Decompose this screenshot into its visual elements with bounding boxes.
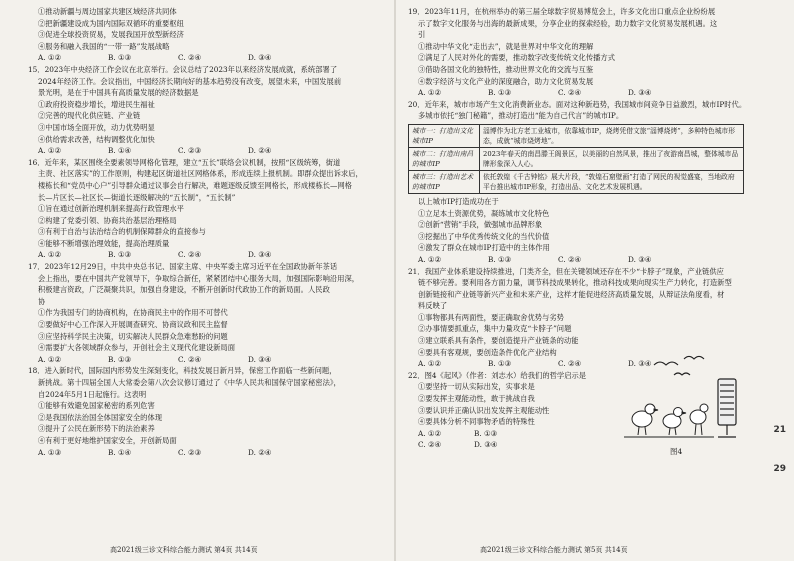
city-ip-table bbox=[408, 124, 744, 194]
question-stem: 20．近年来，城市市场产生文化消费新业态。面对这种新趋势，我国城市间竞争日益激烈，城市IP时代。 bbox=[408, 99, 747, 109]
option-d[interactable]: D. ③④ bbox=[248, 250, 272, 260]
option-a[interactable]: A. ①③ bbox=[38, 447, 61, 457]
question-stem: 楼栋长和“党员中心户”引导群众通过议事会自行解决，难题逐级反馈至网格长，形成楼栋长—网格 bbox=[38, 180, 352, 190]
question-item: ②完善的现代化供应链、产业链 bbox=[38, 111, 141, 121]
option-c[interactable]: C. ②③ bbox=[178, 447, 202, 457]
question-item: ③提升了公民在新形势下的法治素养 bbox=[38, 424, 155, 434]
prev-item: ②把新疆建设成为国内国际双循环的重要枢纽 bbox=[38, 18, 184, 28]
question-20 bbox=[408, 99, 764, 266]
question-17 bbox=[28, 261, 386, 365]
question-stem: 协 bbox=[38, 296, 46, 306]
question-stem: 自2024年5月1日起施行。这表明 bbox=[38, 389, 147, 399]
question-item: ②办事情要抓重点，集中力量攻克“卡脖子”问题 bbox=[418, 324, 572, 334]
question-item: ④需要扩大各领域群众参与，开创社会主义现代化建设新局面 bbox=[38, 343, 236, 353]
table-cell-heading: 城市三：打造出艺术的城市IP bbox=[409, 170, 480, 193]
option-a[interactable]: A. ①② bbox=[418, 254, 441, 264]
option-c[interactable]: C. ②④ bbox=[178, 250, 202, 260]
option-d[interactable]: D. ③④ bbox=[628, 88, 652, 98]
option-b[interactable]: B. ①④ bbox=[108, 146, 132, 156]
table-cell-body: 淄博作为北方老工业城市，依靠城市IP，烧烤凭借文旅“淄博烧烤”，多种特色城市形态，成就“城市烧烤地”。 bbox=[480, 124, 744, 147]
question-stem: 主责、社区落实”的工作原则，构建起区街道社区网格体系，形成连续上报机制。即群众提出诉求后， bbox=[38, 169, 363, 179]
question-stem: 链不够完善。要利用各方面力量，调节科技成果转化，推动科技成果向现实生产力转化，打造新型 bbox=[418, 278, 732, 288]
question-stem: 新挑战。第十四届全国人大常委会第八次会议修订通过了《中华人民共和国保守国家秘密法》， bbox=[38, 378, 341, 387]
question-options bbox=[28, 249, 386, 261]
question-stem: 22．图4《起风》（作者：刘志水）给我们的哲学启示是 bbox=[408, 370, 587, 380]
question-options bbox=[408, 254, 764, 266]
question-stem: 长—片区长—社区长—街道长逐级解决的“五长制”，“五长制” bbox=[38, 192, 236, 202]
question-item: ①旨在通过创新治理机制来提高行政管理水平 bbox=[38, 204, 184, 214]
question-item: ④有利于更好地维护国家安全，开创新局面 bbox=[38, 435, 177, 445]
option-a[interactable]: A. ①② bbox=[38, 250, 61, 260]
table-row bbox=[409, 170, 744, 193]
question-stem: 示了数字文化服务与出海的最新成果，分享企业的探索经验，助力数字文化贸易发展机遇。这 bbox=[418, 18, 718, 28]
question-item: ④要具体分析不同事物矛盾的特殊性 bbox=[418, 417, 535, 427]
question-stem: 景光明，是在于中国具有高质量发展的经济数据是 bbox=[38, 88, 199, 98]
option-d[interactable]: D. ②④ bbox=[248, 146, 272, 156]
prev-options bbox=[28, 52, 386, 64]
option-a[interactable]: A. ①② bbox=[418, 428, 441, 438]
question-stem: 料反映了 bbox=[418, 301, 448, 311]
option-c[interactable]: C. ②③ bbox=[178, 146, 202, 156]
option-a[interactable]: A. ①② bbox=[38, 354, 61, 364]
question-options bbox=[28, 354, 386, 366]
page-5 bbox=[398, 4, 770, 557]
question-options bbox=[28, 447, 386, 459]
question-19 bbox=[408, 6, 764, 99]
question-item: ①政府投资稳步增长，增进民生福祉 bbox=[38, 99, 155, 109]
question-item: ①要坚持一切从实际出发，实事求是 bbox=[418, 382, 535, 392]
question-item: ①作为我国专门的协商机构，在协商民主中的作用不可替代 bbox=[38, 308, 228, 318]
option-d[interactable]: D. ③④ bbox=[248, 53, 272, 63]
table-cell-body: 2023年春天的南昌滕王阁景区，以美丽的自然风景，推出了夜游南昌城，整体城市品牌形象深入人心。 bbox=[480, 147, 744, 170]
option-a[interactable]: A. ①② bbox=[418, 359, 441, 369]
question-stem: 15．2023年中央经济工作会议在北京举行。会议总结了2023年以来经济发展成就，系统部署了 bbox=[28, 64, 338, 74]
table-cell-heading: 城市一：打造出文化城市IP bbox=[409, 124, 480, 147]
option-c[interactable]: C. ②④ bbox=[558, 359, 582, 369]
page-footer-left: 高2021级三诊文科综合能力测试 第4页 共14页 bbox=[110, 546, 258, 554]
question-item: ③有利于自治与法治结合的机制保障群众的直接参与 bbox=[38, 227, 206, 237]
question-item: ①推动中华文化“走出去”，就是世界对中华文化的理解 bbox=[418, 41, 594, 51]
question-stem: 17．2023年12月29日，中共中央总书记、国家主席、中央军委主席习近平在全国政协新年茶话 bbox=[28, 262, 338, 272]
option-c[interactable]: C. ②④ bbox=[178, 53, 202, 63]
question-stem: 18．进入新时代，国际国内形势发生深刻变化，科技发展日新月异，保密工作面临一些新问题， bbox=[28, 366, 337, 376]
question-options bbox=[408, 428, 610, 440]
question-stem: 积极建言资政，广泛凝聚共识，加强自身建设，不断开创新时代政协工作的新局面。人民政 bbox=[38, 285, 330, 295]
question-item: ①立足本土资源优势，凝练城市文化特色 bbox=[418, 208, 550, 218]
option-b[interactable]: B. ①③ bbox=[108, 354, 132, 364]
option-b[interactable]: B. ①③ bbox=[488, 254, 512, 264]
question-item: ③借助各国文化的独特性，推动世界文化的交流与互鉴 bbox=[418, 64, 594, 74]
option-d[interactable]: D. ②④ bbox=[248, 447, 272, 457]
option-b[interactable]: B. ①④ bbox=[108, 447, 132, 457]
question-16 bbox=[28, 157, 386, 261]
prev-question-tail bbox=[28, 6, 386, 64]
option-d[interactable]: D. ③④ bbox=[628, 359, 652, 369]
question-22-body bbox=[408, 381, 764, 456]
option-c[interactable]: C. ②④ bbox=[418, 440, 442, 450]
option-b[interactable]: B. ①③ bbox=[108, 53, 132, 63]
option-b[interactable]: B. ①③ bbox=[488, 88, 512, 98]
question-stem: 创新链接和产业链等新兴产业和未来产业，这样才能促进经济高质量发展，从辩证法角度看，材 bbox=[418, 289, 725, 299]
question-item: ④要具有客观规，要创造条件优化产业结构 bbox=[418, 347, 557, 357]
option-d[interactable]: D. ③④ bbox=[628, 254, 652, 264]
question-item: ②满足了人民对外化的需要，推动数字改变传统文化传播方式 bbox=[418, 53, 616, 63]
table-cell-heading: 城市二：打造出南昌的城市IP bbox=[409, 147, 480, 170]
question-item: ③挖掘出了中华优秀传统文化的当代价值 bbox=[418, 231, 550, 241]
option-b[interactable]: B. ①③ bbox=[108, 250, 132, 260]
question-item: ②构建了党委引领、协商共治基层治理格局 bbox=[38, 215, 177, 225]
option-a[interactable]: A. ①② bbox=[38, 146, 61, 156]
question-item: ②创新“营销”手段，做强城市品牌形象 bbox=[418, 220, 543, 230]
margin-number: 29 bbox=[773, 464, 786, 474]
question-item: ③建立联系具有条件，要创造提升产业链条的动能 bbox=[418, 336, 579, 346]
prev-item: ①推动新疆与周边国家共建区域经济共同体 bbox=[38, 7, 177, 16]
table-cell-body: 依托敦煌《千古钟铭》展大片段，“敦煌石窟壁画”打造了网民的视觉盛宴，当地政府平台推出城市IP形象，打造出品、文化艺术发展机遇。 bbox=[480, 170, 744, 193]
question-item: ④激发了群众在城市IP打造中的主体作用 bbox=[418, 243, 550, 253]
question-item: ②要发挥主观能动性，敢于挑战自我 bbox=[418, 394, 535, 404]
question-item: ①事物都具有两面性，要正确取舍优势与劣势 bbox=[418, 312, 564, 322]
margin-number: 21 bbox=[773, 425, 786, 435]
option-c[interactable]: C. ②④ bbox=[558, 88, 582, 98]
question-options bbox=[408, 87, 764, 99]
question-15 bbox=[28, 64, 386, 157]
question-stem: 21．我国产业体系建设持续推进，门类齐全，但在关键领域还存在不少“卡脖子”现象，产业链供应 bbox=[408, 266, 724, 276]
question-stem: 19．2023年11月，在杭州举办的第三届全球数字贸易博览会上，许多文化出口重点企业纷纷展 bbox=[408, 7, 716, 16]
cartoon-figure bbox=[614, 351, 764, 456]
option-c[interactable]: C. ②④ bbox=[558, 254, 582, 264]
question-stem: 2024年经济工作。会议指出，中国经济长期向好的基本趋势没有改变，展望未来，中国发展前 bbox=[38, 76, 342, 86]
question-stem: 引 bbox=[418, 30, 426, 40]
question-item: ③中国市场全面开放，动力优势明显 bbox=[38, 122, 155, 132]
table-row bbox=[409, 147, 744, 170]
option-b[interactable]: B. ①③ bbox=[474, 428, 498, 438]
option-d[interactable]: D. ③④ bbox=[248, 354, 272, 364]
question-stem: 16．近年来，某区围绕全要素领导网格化管理，建立“五长”联络会议机制，按照“区级统筹，街道 bbox=[28, 157, 341, 167]
question-item: ②是我国依法治国全体国家安全的体现 bbox=[38, 412, 163, 422]
question-options bbox=[408, 439, 610, 451]
question-lead: 以上城市IP打造成功在于 bbox=[418, 196, 499, 206]
figure-caption: 图4 bbox=[670, 446, 683, 456]
question-item: ①能够有效避免国家秘密的系列危害 bbox=[38, 401, 155, 411]
prev-item: ④服务和融入我国的“一带一路”发展战略 bbox=[38, 41, 170, 51]
question-22 bbox=[408, 370, 764, 456]
question-stem: 会上指出，要在中国共产党领导下，争取综合新任，紧紧团结中心服务大局，加强国际影响沿用深， bbox=[38, 273, 360, 283]
question-item: ④供给需求改善，结构调整优化加快 bbox=[38, 134, 155, 144]
question-22-items bbox=[408, 381, 610, 451]
question-item: ④数字经济与文化产业的深度融合，助力文化贸易发展 bbox=[418, 76, 594, 86]
option-c[interactable]: C. ②④ bbox=[178, 354, 202, 364]
table-row bbox=[409, 124, 744, 147]
option-a[interactable]: A. ①② bbox=[38, 53, 61, 63]
question-stem: 多城市依托“独门秘籍”，推动打造出“能为自己代言”的城市IP。 bbox=[418, 111, 624, 121]
question-item: ②要做好中心工作深入开展调查研究、协商议政和民主监督 bbox=[38, 320, 228, 330]
option-d[interactable]: D. ③④ bbox=[474, 440, 498, 450]
page-footer-right: 高2021级三诊文科综合能力测试 第5页 共14页 bbox=[480, 546, 628, 554]
question-18 bbox=[28, 365, 386, 458]
question-item: ④能够不断增强治理效能，提高治理质量 bbox=[38, 238, 170, 248]
page-gutter bbox=[394, 0, 396, 561]
question-options bbox=[28, 145, 386, 157]
option-b[interactable]: B. ①③ bbox=[488, 359, 512, 369]
cartoon-illustration bbox=[614, 351, 764, 443]
question-item: ③应坚持科学民主决策，切实解决人民群众急难愁盼的问题 bbox=[38, 331, 228, 341]
prev-item: ③促进全球投资贸易，发展我国开放型新经济 bbox=[38, 30, 184, 40]
page-4 bbox=[14, 4, 392, 557]
question-item: ③要认识并正确认识出发发挥主观能动性 bbox=[418, 405, 550, 415]
option-a[interactable]: A. ①② bbox=[418, 88, 441, 98]
